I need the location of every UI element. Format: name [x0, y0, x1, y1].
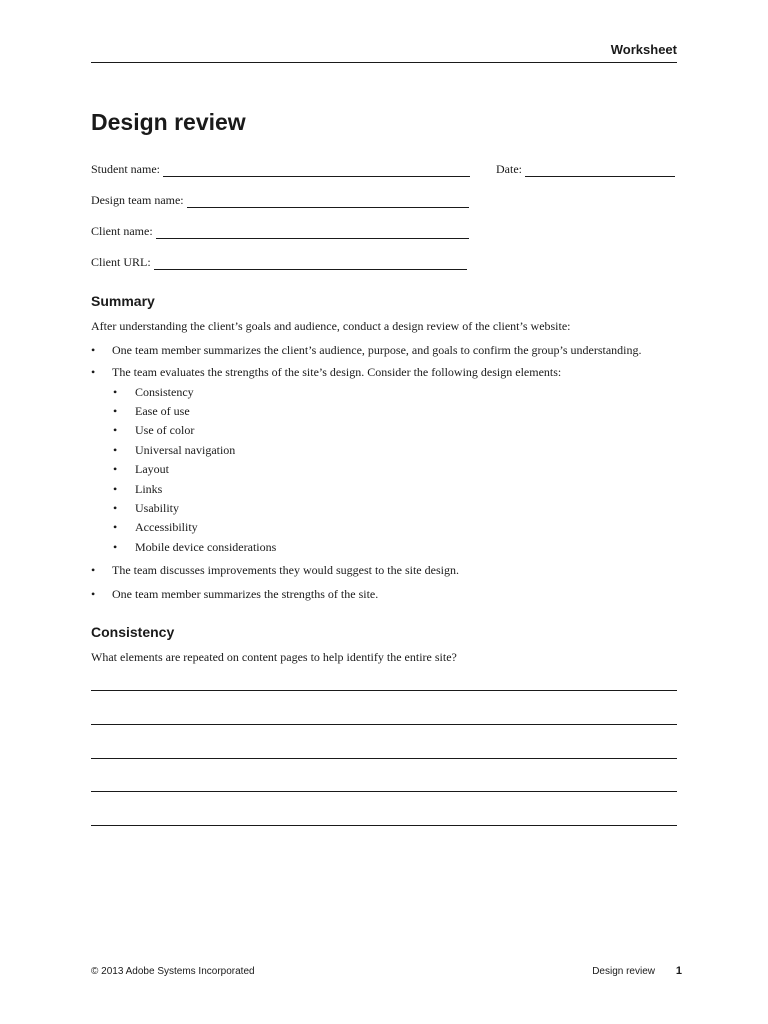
bullet-icon: • [91, 365, 96, 379]
page-number: 1 [675, 965, 682, 977]
consistency-question: What elements are repeated on content pages to help identify the entire site? [91, 650, 457, 664]
footer-copyright: © 2013 Adobe Systems Incorporated [91, 966, 255, 977]
bullet-icon: • [91, 563, 96, 577]
design-element-text: Accessibility [135, 520, 198, 534]
bullet-icon: • [91, 587, 96, 601]
design-element-text: Consistency [135, 385, 194, 399]
design-element-text: Universal navigation [135, 443, 236, 457]
bullet-icon: • [113, 462, 118, 476]
date-label: Date: [496, 162, 522, 176]
summary-bullet-text: One team member summarizes the client’s audience, purpose, and goals to confirm the group’s understanding. [112, 343, 642, 357]
bullet-icon: • [113, 423, 118, 437]
answer-line[interactable] [91, 690, 677, 691]
client-url-input-line[interactable] [154, 257, 467, 270]
bullet-icon: • [113, 385, 118, 399]
design-team-name-label: Design team name: [91, 193, 184, 207]
bullet-icon: • [91, 343, 96, 357]
page-title: Design review [91, 109, 246, 135]
bullet-icon: • [113, 520, 118, 534]
student-name-input-line[interactable] [163, 164, 470, 177]
summary-bullet-text: The team evaluates the strengths of the site’s design. Consider the following design elements: [112, 365, 562, 379]
student-name-field[interactable] [91, 161, 470, 177]
client-name-input-line[interactable] [156, 226, 469, 239]
bullet-icon: • [113, 501, 118, 515]
bullet-icon: • [113, 482, 118, 496]
bullet-icon: • [113, 540, 118, 554]
design-team-name-field[interactable] [91, 192, 469, 208]
summary-bullet-text: One team member summarizes the strengths of the site. [112, 587, 379, 601]
summary-intro: After understanding the client’s goals and audience, conduct a design review of the client’s website: [91, 319, 571, 333]
footer-doc-title: Design review [592, 966, 655, 977]
design-element-text: Usability [135, 501, 179, 515]
client-name-field[interactable] [91, 223, 469, 239]
date-field[interactable] [496, 161, 675, 177]
bullet-icon: • [113, 404, 118, 418]
answer-line[interactable] [91, 791, 677, 792]
answer-line[interactable] [91, 724, 677, 725]
client-url-field[interactable] [91, 254, 467, 270]
design-element-text: Ease of use [135, 404, 190, 418]
design-element-text: Use of color [135, 423, 195, 437]
header-rule [91, 62, 677, 63]
summary-bullet-text: The team discusses improvements they would suggest to the site design. [112, 563, 459, 577]
consistency-heading: Consistency [91, 624, 175, 640]
date-input-line[interactable] [525, 164, 675, 177]
design-element-text: Mobile device considerations [135, 540, 277, 554]
design-team-name-input-line[interactable] [187, 195, 469, 208]
client-name-label: Client name: [91, 224, 153, 238]
answer-line[interactable] [91, 758, 677, 759]
summary-heading: Summary [91, 293, 155, 309]
worksheet-label: Worksheet [610, 42, 677, 57]
answer-line[interactable] [91, 825, 677, 826]
student-name-label: Student name: [91, 162, 160, 176]
design-element-text: Links [135, 482, 163, 496]
design-element-text: Layout [135, 462, 169, 476]
client-url-label: Client URL: [91, 255, 151, 269]
bullet-icon: • [113, 443, 118, 457]
